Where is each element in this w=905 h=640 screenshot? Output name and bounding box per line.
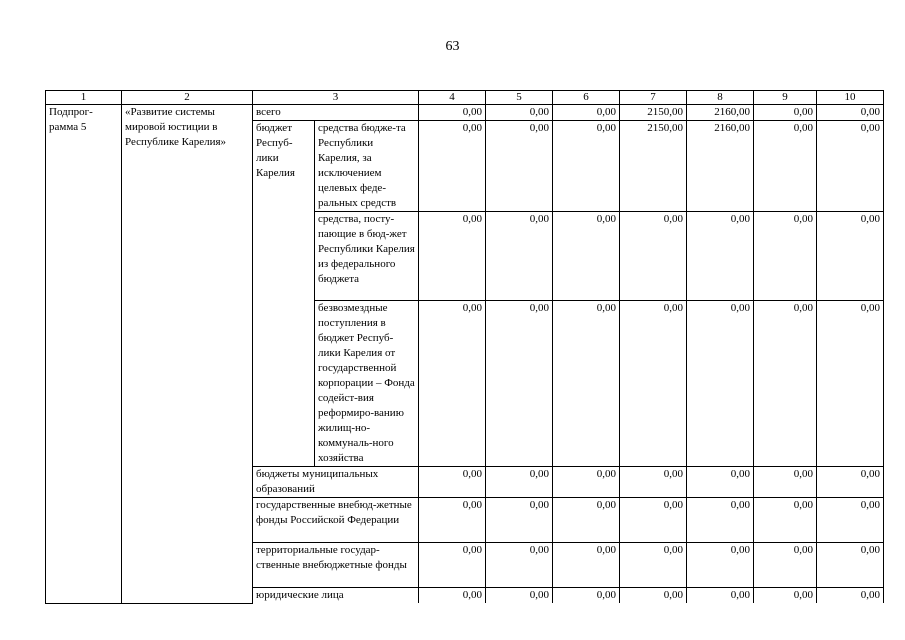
value-cell: 0,00 [754,105,817,121]
value-cell: 2150,00 [620,105,687,121]
row-label: безвозмездные поступления в бюджет Респуб-лики Карелия от государственной корпорации – Фонда содейст-вия реформиро-ванию жилищ-но-коммуналь-ного хозяйства [315,301,419,467]
value-cell: 0,00 [687,588,754,604]
row-label: всего [253,105,419,121]
header-cell: 6 [553,91,620,105]
budget-group-label: бюджет Респуб-лики Карелия [253,121,315,467]
header-cell: 5 [486,91,553,105]
row-label: средства, посту-пающие в бюд-жет Республики Карелия из федерального бюджета [315,212,419,301]
budget-table [45,90,884,604]
program-name: Подпрог- рамма 5 [46,105,122,604]
value-cell: 0,00 [754,212,817,301]
value-cell: 0,00 [687,543,754,588]
row-label: бюджеты муниципальных образований [253,467,419,498]
value-cell: 0,00 [553,301,620,467]
value-cell: 0,00 [486,498,553,543]
value-cell: 0,00 [817,212,884,301]
value-cell: 0,00 [817,498,884,543]
header-row [46,91,884,105]
page-number: 63 [445,39,460,54]
value-cell: 0,00 [754,467,817,498]
value-cell: 0,00 [754,301,817,467]
value-cell: 0,00 [620,588,687,604]
value-cell: 0,00 [553,105,620,121]
value-cell: 0,00 [419,588,486,604]
value-cell: 0,00 [817,467,884,498]
value-cell: 0,00 [486,588,553,604]
value-cell: 0,00 [620,543,687,588]
row-label: территориальные государ-ственные внебюджетные фонды [253,543,419,588]
value-cell: 0,00 [754,588,817,604]
value-cell: 0,00 [687,467,754,498]
value-cell: 0,00 [754,121,817,212]
header-cell: 1 [46,91,122,105]
header-cell: 4 [419,91,486,105]
header-cell: 9 [754,91,817,105]
value-cell: 0,00 [620,212,687,301]
row-label: государственные внебюд-жетные фонды Российской Федерации [253,498,419,543]
value-cell: 0,00 [486,105,553,121]
value-cell: 2160,00 [687,121,754,212]
value-cell: 0,00 [419,105,486,121]
value-cell: 0,00 [754,498,817,543]
header-cell: 3 [253,91,419,105]
value-cell: 0,00 [486,121,553,212]
value-cell: 2150,00 [620,121,687,212]
value-cell: 0,00 [620,301,687,467]
value-cell: 0,00 [817,588,884,604]
value-cell: 0,00 [620,498,687,543]
value-cell: 0,00 [486,467,553,498]
value-cell: 0,00 [620,467,687,498]
value-cell: 0,00 [419,212,486,301]
row-label: средства бюдже-та Республики Карелия, за исключением целевых феде-ральных средств [315,121,419,212]
value-cell: 0,00 [419,467,486,498]
value-cell: 0,00 [419,498,486,543]
value-cell: 0,00 [419,543,486,588]
value-cell: 2160,00 [687,105,754,121]
value-cell: 0,00 [486,543,553,588]
value-cell: 0,00 [754,543,817,588]
value-cell: 0,00 [553,212,620,301]
value-cell: 0,00 [486,212,553,301]
value-cell: 0,00 [553,121,620,212]
table-row-total [46,105,884,121]
value-cell: 0,00 [553,467,620,498]
value-cell: 0,00 [419,121,486,212]
value-cell: 0,00 [553,498,620,543]
value-cell: 0,00 [687,301,754,467]
program-title: «Развитие системы мировой юстиции в Республике Карелия» [122,105,253,604]
value-cell: 0,00 [486,301,553,467]
value-cell: 0,00 [553,588,620,604]
row-label: юридические лица [253,588,419,604]
header-cell: 7 [620,91,687,105]
header-cell: 2 [122,91,253,105]
value-cell: 0,00 [419,301,486,467]
value-cell: 0,00 [817,543,884,588]
value-cell: 0,00 [553,543,620,588]
value-cell: 0,00 [687,498,754,543]
value-cell: 0,00 [817,301,884,467]
header-cell: 10 [817,91,884,105]
header-cell: 8 [687,91,754,105]
value-cell: 0,00 [687,212,754,301]
value-cell: 0,00 [817,105,884,121]
value-cell: 0,00 [817,121,884,212]
